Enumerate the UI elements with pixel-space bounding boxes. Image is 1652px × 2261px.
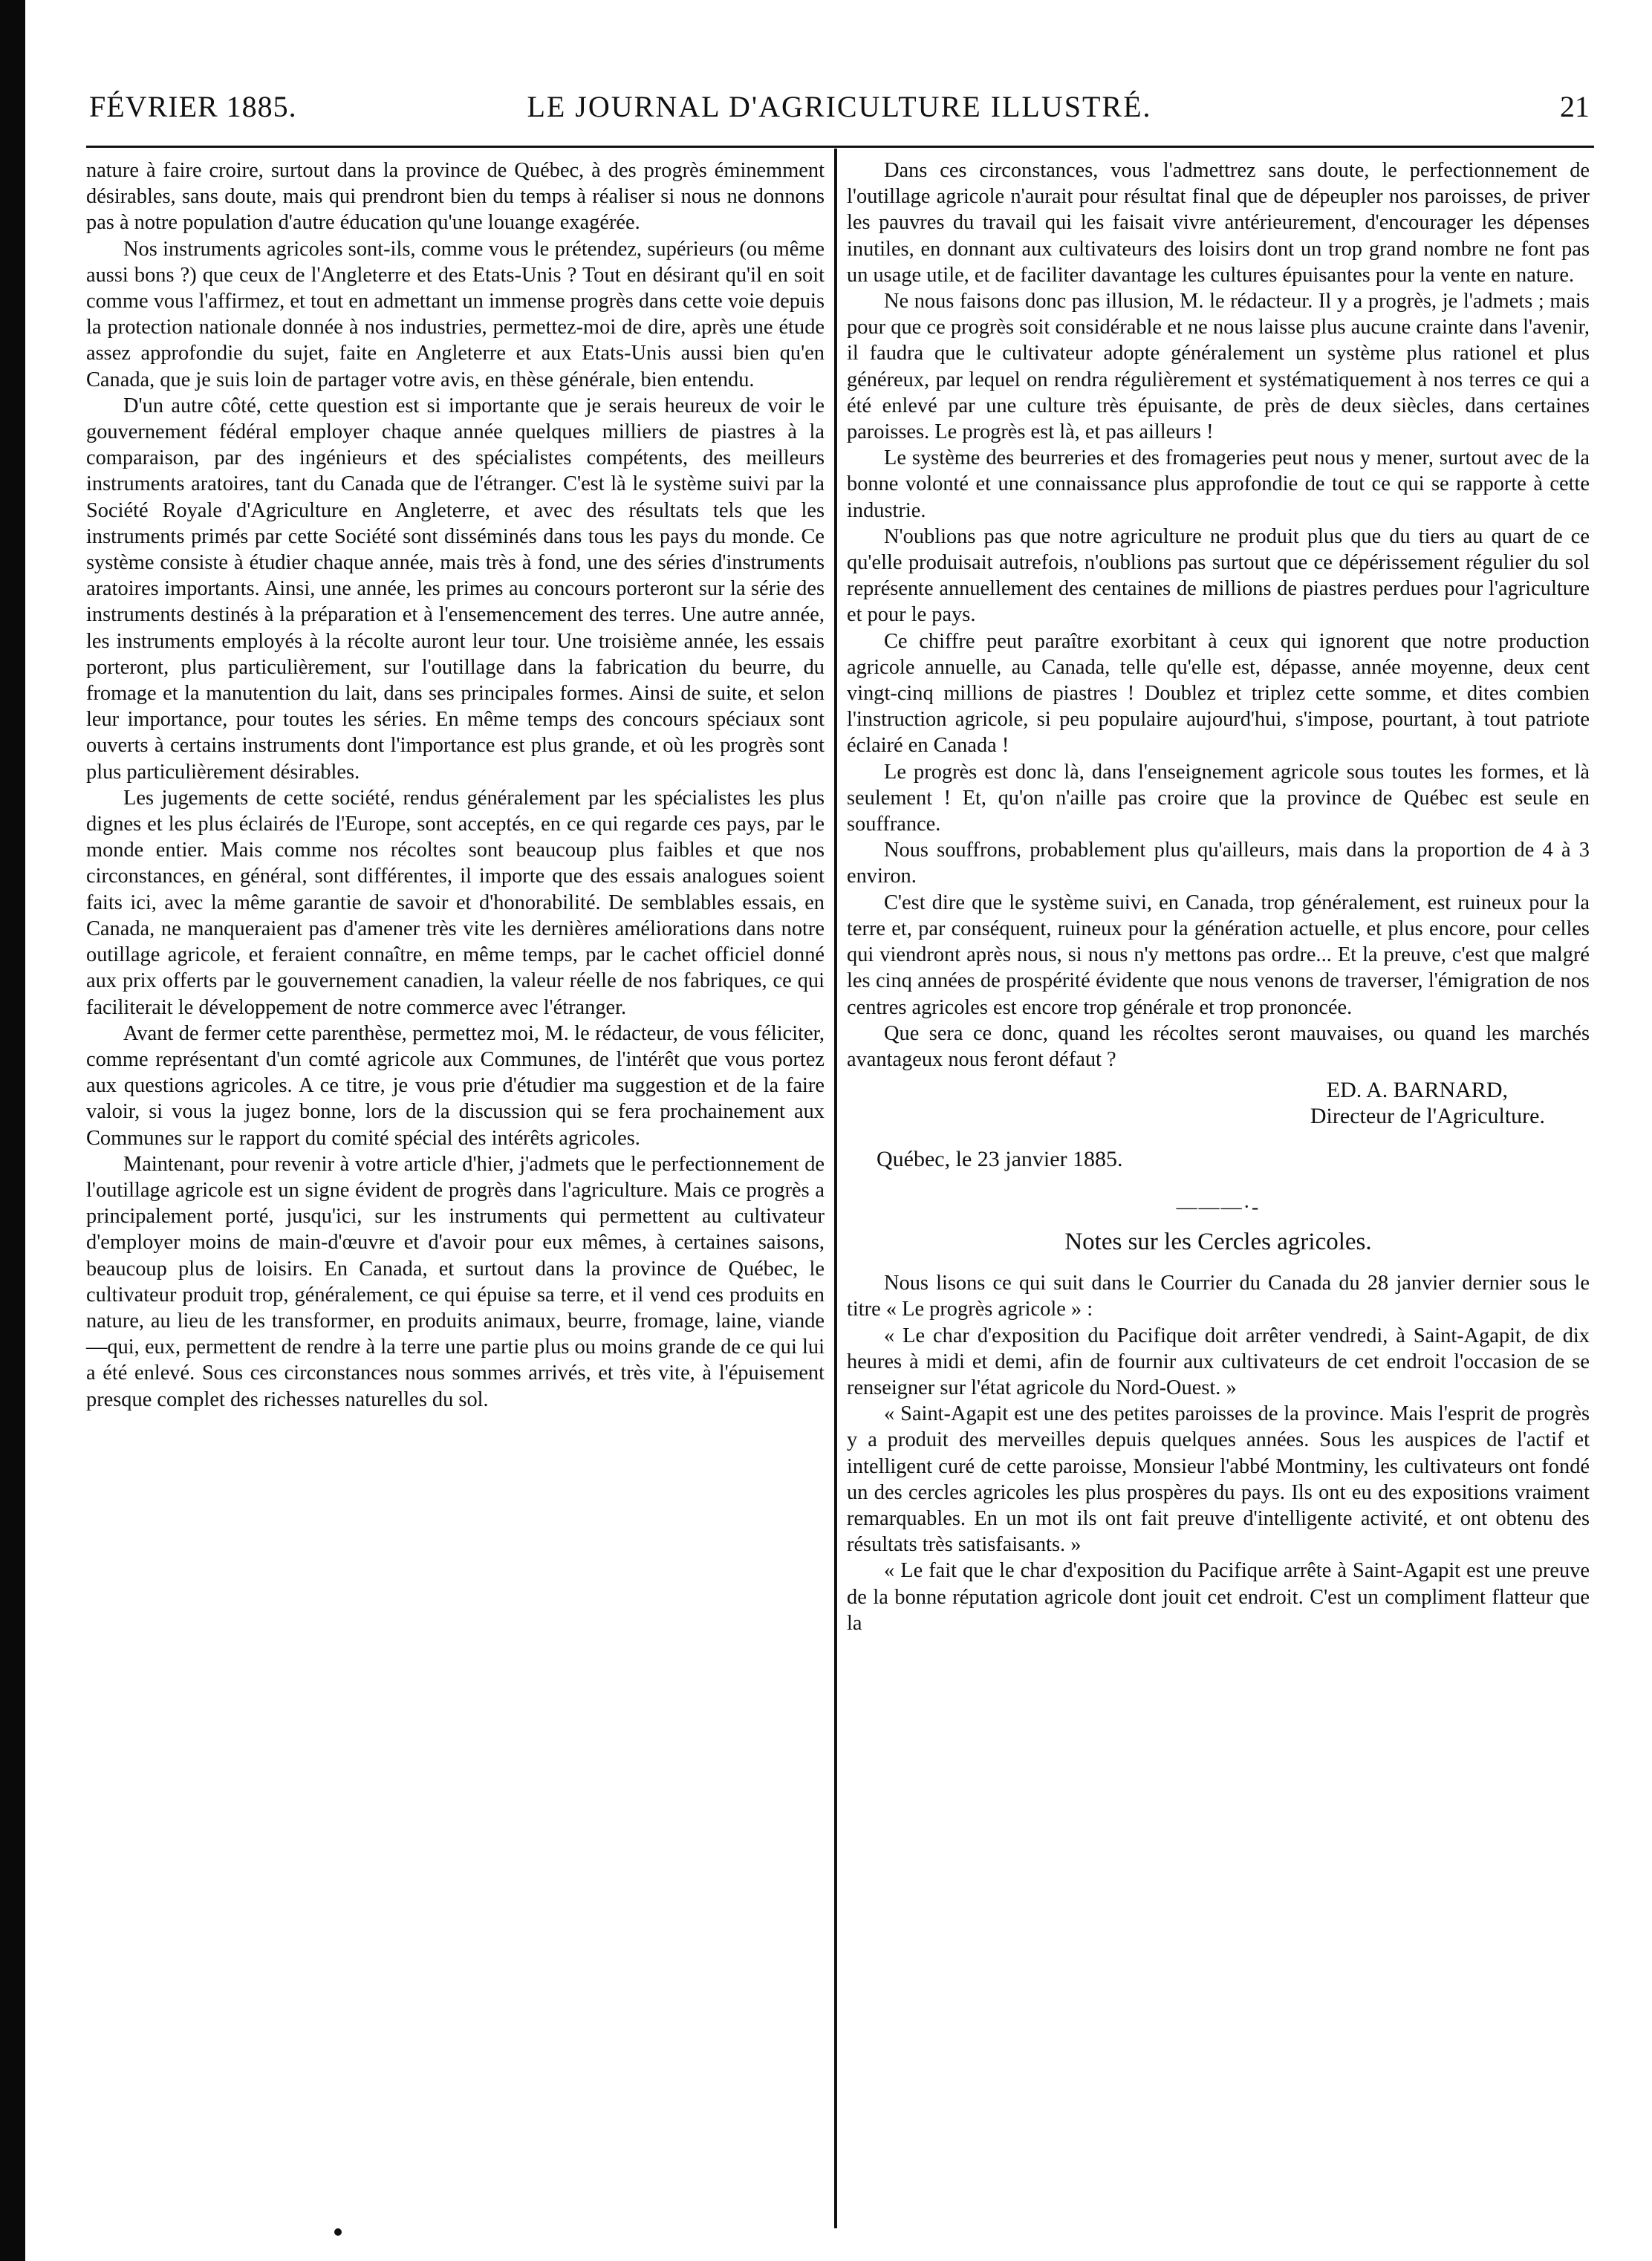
- dateline: Québec, le 23 janvier 1885.: [877, 1146, 1123, 1171]
- paragraph: D'un autre côté, cette question est si importante que je serais heureux de voir le gouvernement fédéral employer chaque année quelques milliers de piastres à la comparaison, par des ingénieurs et des spécialistes compétents, des meilleurs instruments aratoires, tant du Canada que de l'étranger. C'est là le système suivi par la Société Royale d'Agriculture en Angleterre, et avec des résultats tels que les instruments primés par cette Société sont disséminés dans tous les pays du monde. Ce système consiste à étudier chaque année, mais très à fond, une des séries d'instruments aratoires importants. Ainsi, une année, les primes au concours porteront sur la série des instruments destinés à la préparation et à l'ensemencement des terres. Une autre année, les instruments employés à la récolte auront leur tour. Une troisième année, les essais porteront, plus particulièrement, sur l'outillage dans la fabrication du beurre, du fromage et la manutention du lait, dans ses principales formes. Ainsi de suite, et selon leur importance, pour toutes les séries. En même temps des concours spéciaux sont ouverts à certains instruments dont l'importance est plus grande, et où les progrès sont plus particulièrement désirables.: [86, 394, 825, 784]
- section-title: Notes sur les Cercles agricoles.: [1064, 1228, 1372, 1255]
- column-divider: [834, 149, 837, 2228]
- paragraph: Le système des beurreries et des fromageries peut nous y mener, surtout avec de la bonne volonté et une connaissance plus approfondie de tout ce qui se rapporte à cette industrie.: [847, 446, 1590, 522]
- page-header: [89, 89, 1590, 134]
- scan-speck: [334, 2228, 342, 2236]
- journal-title: LE JOURNAL D'AGRICULTURE ILLUSTRÉ.: [527, 90, 1152, 123]
- paragraph: C'est dire que le système suivi, en Canada, trop généralement, est ruineux pour la terre et, par conséquent, ruineux pour la génération actuelle, et plus encore, pour celles qui viendront après nous, si nous n'y mettons pas ordre... Et la preuve, c'est que malgré les cinq années de prospérité évidente que nous venons de traverser, l'émigration de nos centres agricoles est encore trop générale et trop prononcée.: [847, 891, 1590, 1019]
- paragraph: Avant de fermer cette parenthèse, permettez moi, M. le rédacteur, de vous féliciter, comme représentant d'un comté agricole aux Communes, de l'intérêt que vous portez aux questions agricoles. A ce titre, je vous prie d'étudier ma suggestion et de la faire valoir, si vous la jugez bonne, lors de la discussion qui se fera prochainement aux Communes sur le rapport du comité spécial des intérêts agricoles.: [86, 1021, 825, 1150]
- quote-paragraph: « Le char d'exposition du Pacifique doit arrêter vendredi, à Saint-Agapit, de dix heures à midi et demi, afin de fournir aux cultivateurs de cet endroit l'occasion de se renseigner sur l'état agricole du Nord-Ouest. »: [847, 1324, 1590, 1399]
- paragraph: Ce chiffre peut paraître exorbitant à ceux qui ignorent que notre production agricole annuelle, au Canada, telle qu'elle est, dépasse, année moyenne, deux cent vingt-cinq millions de piastres ! Doublez et triplez cette somme, et dites combien l'instruction agricole, si peu populaire aujourd'hui, s'impose, pourtant, à tout patriote éclairé en Canada !: [847, 629, 1590, 758]
- signature-title: Directeur de l'Agriculture.: [1310, 1104, 1545, 1129]
- quote-paragraph: « Le fait que le char d'exposition du Pacifique arrête à Saint-Agapit est une preuve de la bonne réputation agricole dont jouit cet endroit. C'est un compliment flatteur que la: [847, 1559, 1590, 1635]
- paragraph: Nous souffrons, probablement plus qu'ailleurs, mais dans la proportion de 4 à 3 environ.: [847, 839, 1590, 888]
- page-number: 21: [1560, 90, 1590, 123]
- paragraph: nature à faire croire, surtout dans la province de Québec, à des progrès éminemment désirables, sans doute, mais qui prendront bien du temps à réaliser si nous ne donnons pas à notre population d'autre éducation qu'une louange exagérée.: [86, 159, 825, 235]
- intro-paragraph: Nous lisons ce qui suit dans le Courrier du Canada du 28 janvier dernier sous le titre « Le progrès agricole » :: [847, 1272, 1590, 1321]
- header-date: FÉVRIER 1885.: [89, 90, 297, 123]
- paragraph: Dans ces circonstances, vous l'admettrez sans doute, le perfectionnement de l'outillage agricole n'aurait pour résultat final que de dépeupler nos paroisses, de priver les pauvres du travail qui les faisait vivre antérieurement, d'encourager les dépenses inutiles, en donnant aux cultivateurs des loisirs dont un trop grand nombre ne font pas un usage utile, et de faciliter davantage les cultures épuisantes pour la vente en nature.: [847, 159, 1590, 287]
- left-column: [86, 157, 825, 1413]
- quote-paragraph: « Saint-Agapit est une des petites paroisses de la province. Mais l'esprit de progrès y a produit des merveilles depuis quelques années. Sous les auspices de l'actif et intelligent curé de cette paroisse, Monsieur l'abbé Montminy, les cultivateurs ont fondé un des cercles agricoles les plus prospères du pays. Ils ont eu des expositions vraiment remarquables. En un mot ils ont fait preuve d'intelligente activité, et ont obtenu des résultats très satisfaisants. »: [847, 1402, 1590, 1557]
- right-column: [847, 157, 1590, 1636]
- scan-edge-bar: [0, 0, 25, 2261]
- paragraph: Ne nous faisons donc pas illusion, M. le rédacteur. Il y a progrès, je l'admets ; mais pour que ce progrès soit considérable et ne nous laisse plus aucune crainte dans l'avenir, il faudra que le cultivateur adopte généralement un système plus rationel et plus généreux, par lequel on rendra régulièrement et systématiquement à nos terres ce qui a été enlevé par une culture très épuisante, de près de deux siècles, dans certaines paroisses. Le progrès est là, et pas ailleurs !: [847, 290, 1590, 444]
- paragraph: Les jugements de cette société, rendus généralement par les spécialistes les plus dignes et les plus éclairés de l'Europe, sont acceptés, en ce qui regarde ces pays, par le monde entier. Mais comme nos récoltes sont beaucoup plus faibles et que nos circonstances, en général, sont différentes, il importe que des essais analogues soient faits ici, avec la même garantie de savoir et d'honorabilité. De semblables essais, en Canada, ne manqueraient pas d'amener très vite les dernières améliorations dans notre outillage agricole, et feraient connaître, en même temps, par le cachet officiel donné aux prix offerts par le gouvernement canadien, la valeur réelle de nos fabriques, ce qui faciliterait le développement de notre commerce avec l'étranger.: [86, 786, 825, 1019]
- paragraph: Que sera ce donc, quand les récoltes seront mauvaises, ou quand les marchés avantageux nous feront défaut ?: [847, 1021, 1590, 1071]
- header-rule: [86, 146, 1594, 148]
- paragraph: Nos instruments agricoles sont-ils, comme vous le prétendez, supérieurs (ou même aussi bons ?) que ceux de l'Angleterre et des Etats-Unis ? Tout en désirant qu'il en soit comme vous l'affirmez, et tout en admettant un immense progrès dans cette voie depuis la protection nationale donnée à nos industries, permettez-moi de dire, après une étude assez approfondie du sujet, faite en Angleterre et aux Etats-Unis aussi bien qu'en Canada, que je suis loin de partager votre avis, en thèse générale, bien entendu.: [86, 237, 825, 391]
- section-ornament: ———·-: [1176, 1195, 1261, 1219]
- signature-name: ED. A. BARNARD,: [1326, 1078, 1508, 1103]
- paragraph: Le progrès est donc là, dans l'enseignement agricole sous toutes les formes, et là seulement ! Et, qu'on n'aille pas croire que la province de Québec est seule en souffrance.: [847, 760, 1590, 836]
- paragraph: Maintenant, pour revenir à votre article d'hier, j'admets que le perfectionnement de l'outillage agricole est un signe évident de progrès dans l'agriculture. Mais ce progrès a principalement porté, jusqu'ici, sur les instruments qui permettent au cultivateur d'employer moins de main-d'œuvre et d'avoir pour eux mêmes, à certaines saisons, beaucoup plus de loisirs. En Canada, et surtout dans la province de Québec, le cultivateur produit trop, généralement, ce qui épuise sa terre, et il vend ces produits en nature, au lieu de les transformer, en produits animaux, beurre, fromage, laine, viande—qui, eux, permettent de rendre à la terre une partie plus ou moins grande de ce qui lui a été enlevé. Sous ces circonstances nous sommes arrivés, et très vite, à l'épuisement presque complet des richesses naturelles du sol.: [86, 1152, 825, 1411]
- paragraph: N'oublions pas que notre agriculture ne produit plus que du tiers au quart de ce qu'elle produisait autrefois, n'oublions pas surtout que ce dépérissement régulier du sol représente annuellement des centaines de millions de piastres perdues pour l'agriculture et pour le pays.: [847, 524, 1590, 627]
